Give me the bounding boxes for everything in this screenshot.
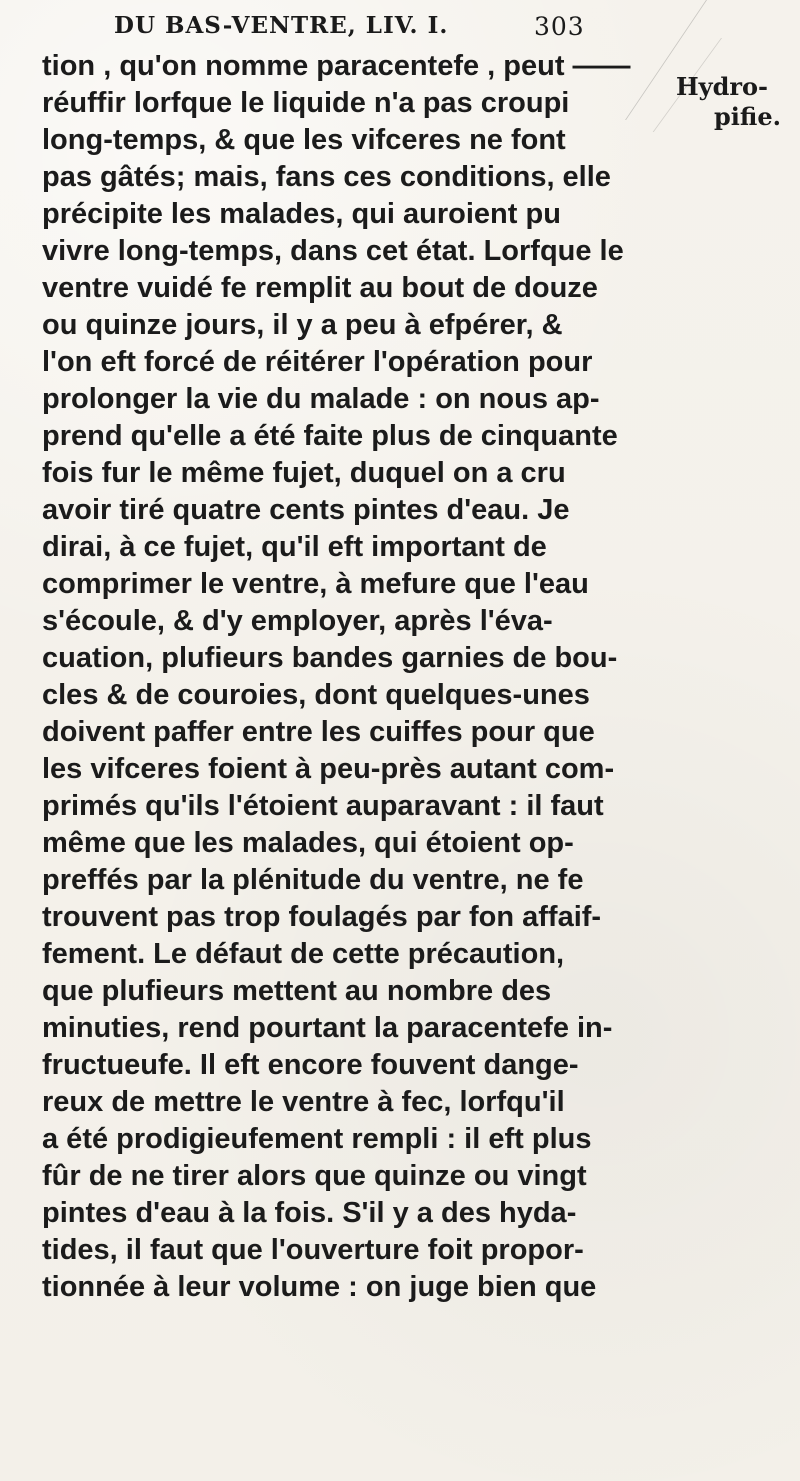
text-line: prend qu'elle a été faite plus de cinquante xyxy=(42,420,618,452)
text-line: a été prodigieufement rempli : il eft plus xyxy=(42,1123,592,1155)
text-line: fûr de ne tirer alors que quinze ou vingt xyxy=(42,1160,587,1192)
text-line: preffés par la plénitude du ventre, ne fe xyxy=(42,864,584,896)
text-line: fement. Le défaut de cette précaution, xyxy=(42,938,565,970)
text-line: avoir tiré quatre cents pintes d'eau. Je xyxy=(42,494,570,526)
text-line: tides, il faut que l'ouverture foit propor- xyxy=(42,1234,584,1266)
text-line: reux de mettre le ventre à fec, lorfqu'il xyxy=(42,1086,565,1118)
text-line: ventre vuidé fe remplit au bout de douze xyxy=(42,272,598,304)
text-line: fructueufe. Il eft encore fouvent dange- xyxy=(42,1049,579,1081)
text-line: précipite les malades, qui auroient pu xyxy=(42,198,561,230)
page-number: 303 xyxy=(534,12,585,41)
text-line: l'on eft forcé de réitérer l'opération pour xyxy=(42,346,593,378)
text-line: primés qu'ils l'étoient auparavant : il faut xyxy=(42,790,604,822)
body-text xyxy=(42,48,772,1306)
margin-note-line: pifie. xyxy=(714,102,781,131)
text-line: s'écoule, & d'y employer, après l'éva- xyxy=(42,605,553,637)
text-line: tionnée à leur volume : on juge bien que xyxy=(42,1271,597,1303)
text-line: minuties, rend pourtant la paracentefe in- xyxy=(42,1012,613,1044)
text-line: tion , qu'on nomme paracentefe , peut —— xyxy=(42,50,631,82)
text-line: même que les malades, qui étoient op- xyxy=(42,827,574,859)
text-line: pas gâtés; mais, fans ces conditions, elle xyxy=(42,161,611,193)
running-head: DU BAS-VENTRE, LIV. I. xyxy=(114,12,449,39)
text-line: les vifceres foient à peu-près autant com- xyxy=(42,753,615,785)
text-line: fois fur le même fujet, duquel on a cru xyxy=(42,457,566,489)
text-line: réuffir lorfque le liquide n'a pas croupi xyxy=(42,87,570,119)
text-line: cles & de couroies, dont quelques-unes xyxy=(42,679,590,711)
text-line: doivent paffer entre les cuiffes pour que xyxy=(42,716,595,748)
margin-note-line: Hydro- xyxy=(676,72,769,101)
text-line: dirai, à ce fujet, qu'il eft important de xyxy=(42,531,547,563)
text-line: comprimer le ventre, à mefure que l'eau xyxy=(42,568,589,600)
text-line: que plufieurs mettent au nombre des xyxy=(42,975,552,1007)
text-line: long-temps, & que les vifceres ne font xyxy=(42,124,566,156)
text-line: prolonger la vie du malade : on nous ap- xyxy=(42,383,600,415)
text-line: pintes d'eau à la fois. S'il y a des hyda- xyxy=(42,1197,577,1229)
text-line: ou quinze jours, il y a peu à efpérer, & xyxy=(42,309,563,341)
text-line: trouvent pas trop foulagés par fon affaif- xyxy=(42,901,602,933)
text-line: vivre long-temps, dans cet état. Lorfque le xyxy=(42,235,624,267)
text-line: cuation, plufieurs bandes garnies de bou- xyxy=(42,642,618,674)
